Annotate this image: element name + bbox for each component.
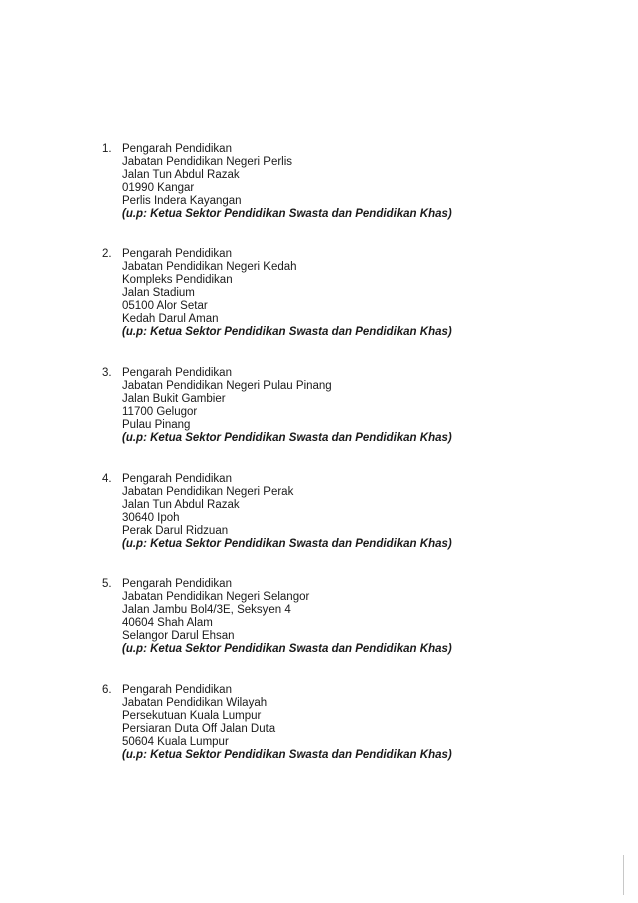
entry-number: 5. (102, 578, 112, 590)
address-line: 05100 Alor Setar (122, 300, 208, 312)
address-block (122, 367, 452, 445)
address-line: 11700 Gelugor (122, 406, 198, 418)
attention-line: (u.p: Ketua Sektor Pendidikan Swasta dan Pendidikan Khas) (122, 208, 452, 220)
scan-edge-mark (623, 855, 624, 895)
address-line: Pengarah Pendidikan (122, 684, 232, 696)
address-line: Perak Darul Ridzuan (122, 525, 229, 537)
address-line: Jalan Tun Abdul Razak (122, 499, 240, 511)
address-line: 01990 Kangar (122, 182, 195, 194)
address-block (122, 473, 452, 551)
address-line: Jalan Tun Abdul Razak (122, 169, 240, 181)
address-line: Jabatan Pendidikan Negeri Selangor (122, 591, 310, 603)
address-line: Kedah Darul Aman (122, 313, 219, 325)
address-line: Pengarah Pendidikan (122, 578, 232, 590)
address-line: Jabatan Pendidikan Negeri Pulau Pinang (122, 380, 332, 392)
entry-number: 3. (102, 367, 112, 379)
entry-number: 6. (102, 684, 112, 696)
address-line: Jalan Jambu Bol4/3E, Seksyen 4 (122, 604, 291, 616)
address-line: 30640 Ipoh (122, 512, 180, 524)
address-line: Jalan Bukit Gambier (122, 393, 226, 405)
address-line: Jabatan Pendidikan Wilayah (122, 697, 268, 709)
address-line: Selangor Darul Ehsan (122, 630, 235, 642)
attention-line: (u.p: Ketua Sektor Pendidikan Swasta dan Pendidikan Khas) (122, 326, 452, 338)
address-block (122, 248, 452, 339)
address-line: Jalan Stadium (122, 287, 195, 299)
attention-line: (u.p: Ketua Sektor Pendidikan Swasta dan Pendidikan Khas) (122, 643, 452, 655)
address-block (122, 578, 452, 656)
entry-number: 1. (102, 143, 112, 155)
address-line: Jabatan Pendidikan Negeri Perak (122, 486, 294, 498)
address-line: Jabatan Pendidikan Negeri Kedah (122, 261, 297, 273)
address-line: Perlis Indera Kayangan (122, 195, 242, 207)
entry-number: 4. (102, 473, 112, 485)
address-line: Persiaran Duta Off Jalan Duta (122, 723, 276, 735)
address-line: Pengarah Pendidikan (122, 473, 232, 485)
address-line: Pengarah Pendidikan (122, 143, 232, 155)
address-line: Pengarah Pendidikan (122, 248, 232, 260)
attention-line: (u.p: Ketua Sektor Pendidikan Swasta dan Pendidikan Khas) (122, 749, 452, 761)
attention-line: (u.p: Ketua Sektor Pendidikan Swasta dan Pendidikan Khas) (122, 538, 452, 550)
attention-line: (u.p: Ketua Sektor Pendidikan Swasta dan Pendidikan Khas) (122, 432, 452, 444)
address-line: 50604 Kuala Lumpur (122, 736, 229, 748)
address-line: 40604 Shah Alam (122, 617, 213, 629)
address-line: Persekutuan Kuala Lumpur (122, 710, 262, 722)
entry-number: 2. (102, 248, 112, 260)
address-block (122, 684, 452, 762)
address-line: Pulau Pinang (122, 419, 191, 431)
address-line: Jabatan Pendidikan Negeri Perlis (122, 156, 293, 168)
address-line: Kompleks Pendidikan (122, 274, 233, 286)
address-line: Pengarah Pendidikan (122, 367, 232, 379)
address-block (122, 143, 452, 221)
